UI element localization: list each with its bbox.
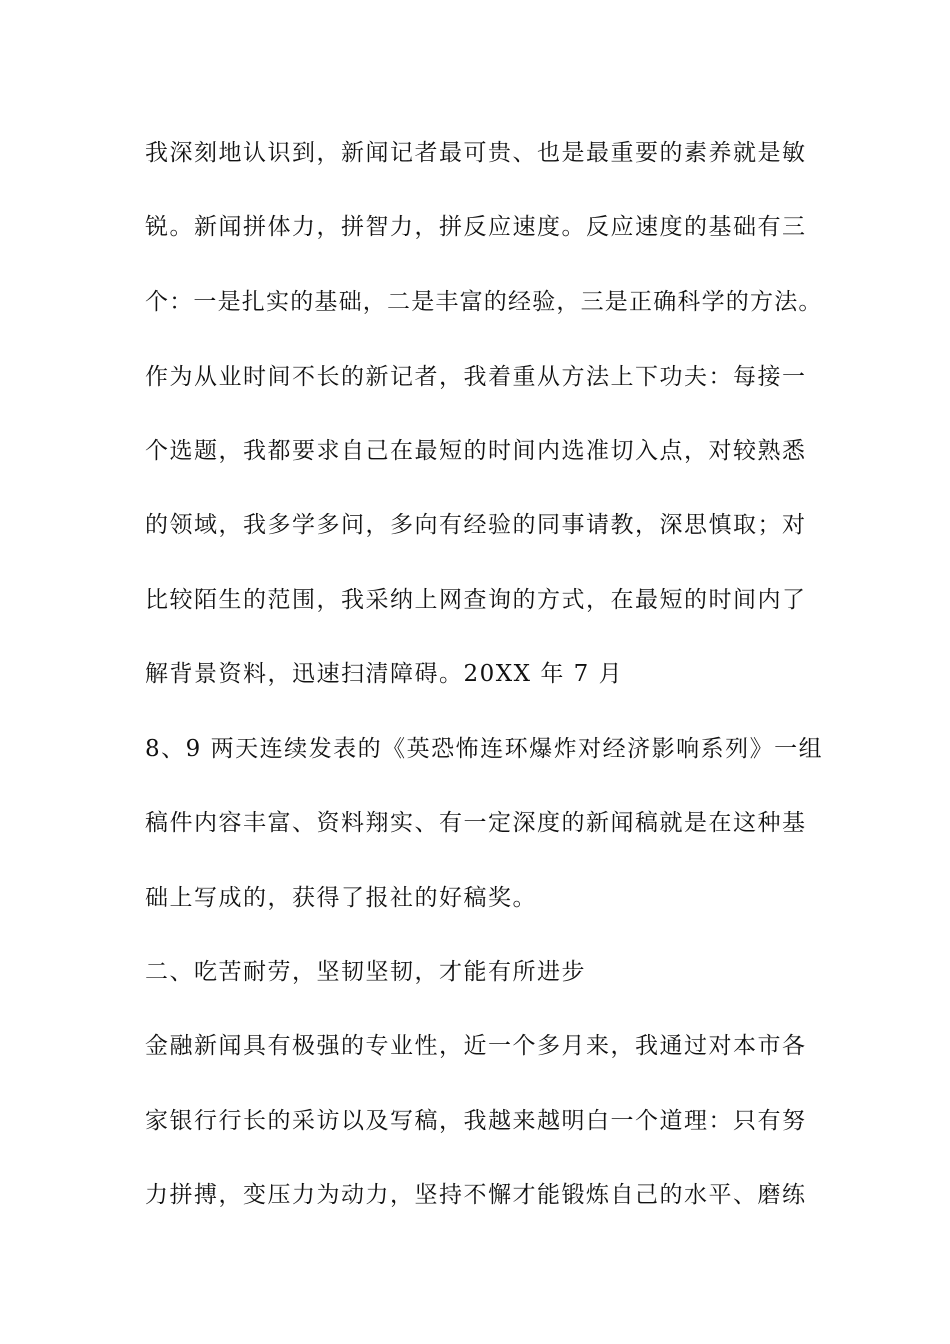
paragraph-line: 比较陌生的范围，我采纳上网查询的方式，在最短的时间内了 bbox=[145, 587, 807, 613]
paragraph-line: 稿件内容丰富、资料翔实、有一定深度的新闻稿就是在这种基 bbox=[145, 810, 807, 836]
paragraph-line: 个：一是扎实的基础，二是丰富的经验，三是正确科学的方法。 bbox=[145, 289, 823, 315]
paragraph-line: 力拼搏，变压力为动力，坚持不懈才能锻炼自己的水平、磨练 bbox=[145, 1182, 807, 1208]
paragraph-line: 个选题，我都要求自己在最短的时间内选准切入点，对较熟悉 bbox=[145, 438, 807, 464]
paragraph-line: 作为从业时间不长的新记者，我着重从方法上下功夫：每接一 bbox=[145, 364, 807, 390]
section-heading: 二、吃苦耐劳，坚韧坚韧，才能有所进步 bbox=[145, 959, 586, 985]
paragraph-line: 我深刻地认识到，新闻记者最可贵、也是最重要的素养就是敏 bbox=[145, 140, 807, 166]
paragraph-line: 的领域，我多学多问，多向有经验的同事请教，深思慎取；对 bbox=[145, 512, 807, 538]
paragraph-line: 金融新闻具有极强的专业性，近一个多月来，我通过对本市各 bbox=[145, 1033, 807, 1059]
paragraph-line: 础上写成的，获得了报社的好稿奖。 bbox=[145, 885, 537, 911]
paragraph-line: 锐。新闻拼体力，拼智力，拼反应速度。反应速度的基础有三 bbox=[145, 214, 807, 240]
paragraph-line: 解背景资料，迅速扫清障碍。20XX 年 7 月 bbox=[145, 661, 624, 687]
paragraph-line: 8、9 两天连续发表的《英恐怖连环爆炸对经济影响系列》一组 bbox=[145, 736, 824, 762]
paragraph-line: 家银行行长的采访以及写稿，我越来越明白一个道理：只有努 bbox=[145, 1108, 807, 1134]
